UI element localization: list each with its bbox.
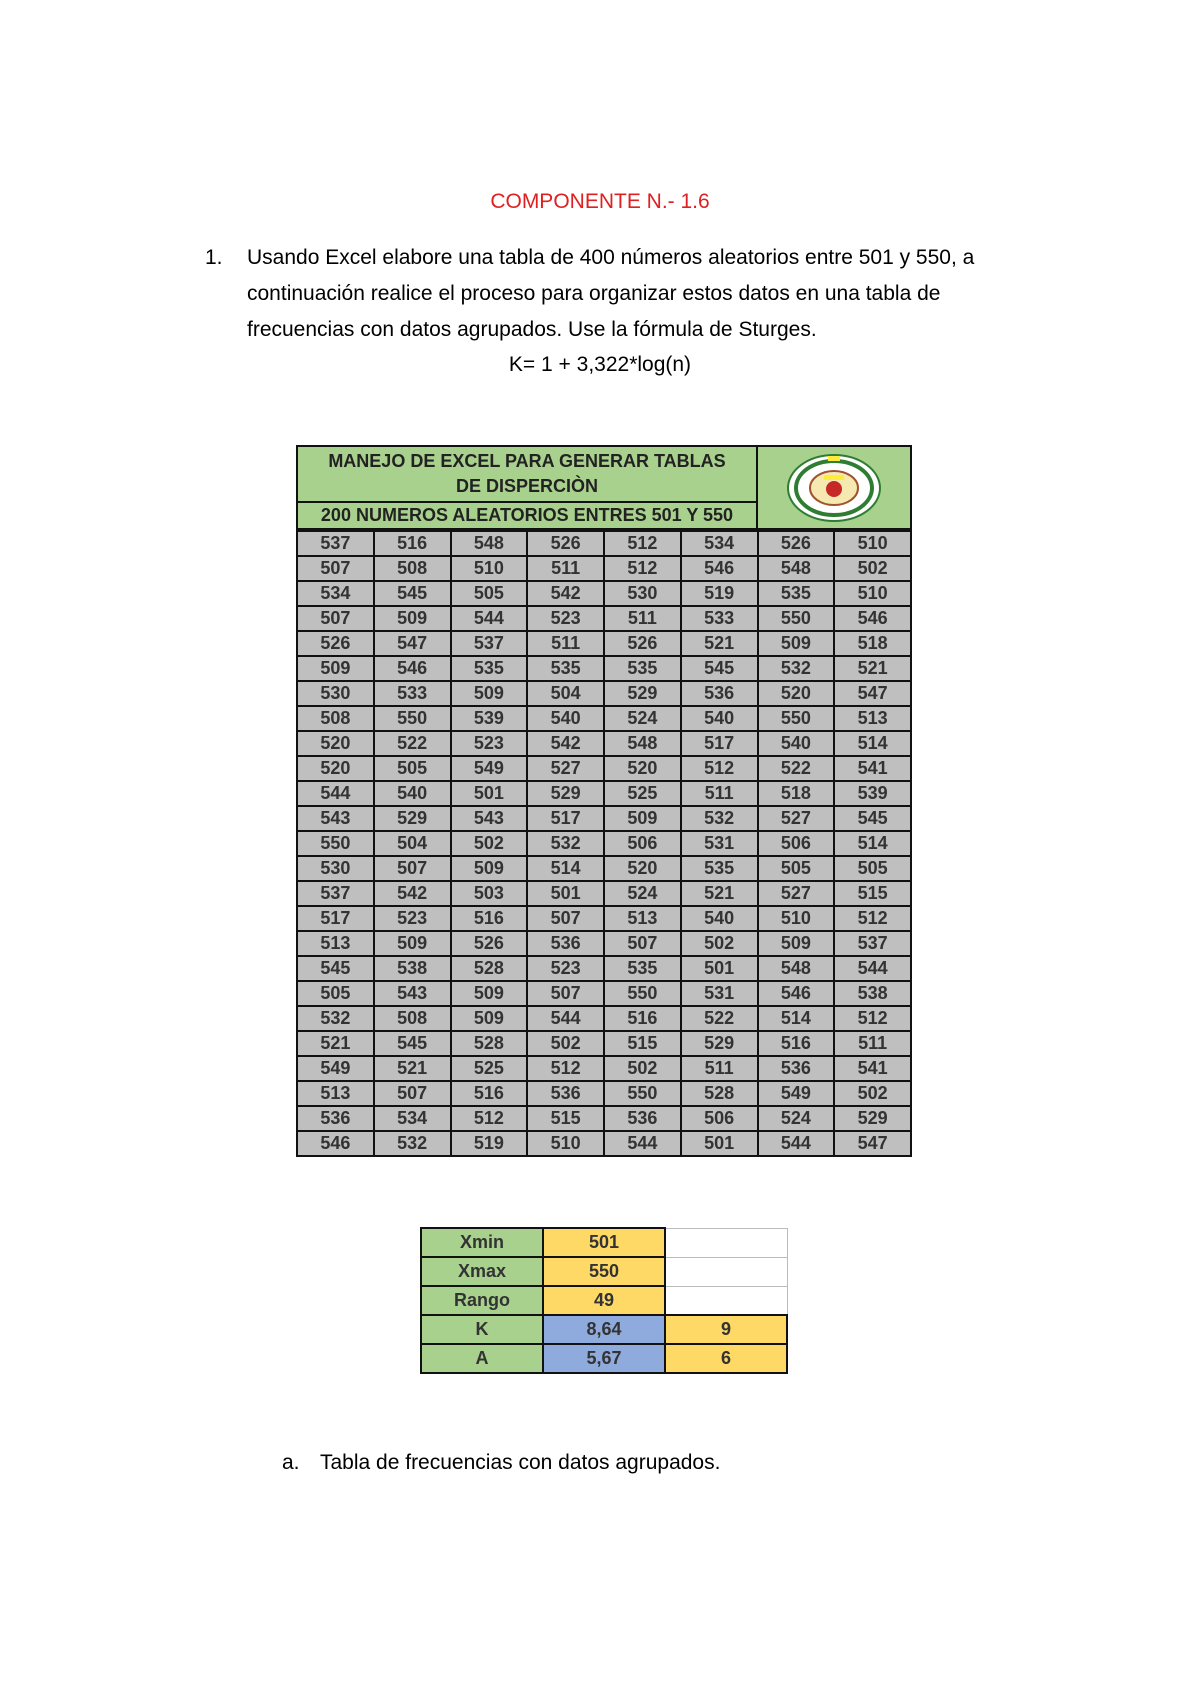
number-cell: 521 <box>834 656 911 681</box>
number-cell: 529 <box>374 806 451 831</box>
number-cell: 512 <box>834 906 911 931</box>
table-row <box>297 981 911 1006</box>
number-cell: 509 <box>451 856 528 881</box>
number-cell: 522 <box>681 1006 758 1031</box>
number-cell: 534 <box>297 581 374 606</box>
number-cell: 502 <box>681 931 758 956</box>
subitem-text: Tabla de frecuencias con datos agrupados. <box>320 1451 721 1474</box>
table-row <box>297 556 911 581</box>
number-cell: 504 <box>527 681 604 706</box>
number-cell: 509 <box>451 981 528 1006</box>
number-cell: 511 <box>681 1056 758 1081</box>
number-cell: 502 <box>834 556 911 581</box>
number-cell: 507 <box>297 606 374 631</box>
number-cell: 516 <box>604 1006 681 1031</box>
number-cell: 509 <box>374 606 451 631</box>
number-cell: 531 <box>681 981 758 1006</box>
number-cell: 520 <box>604 756 681 781</box>
number-cell: 541 <box>834 1056 911 1081</box>
number-cell: 533 <box>374 681 451 706</box>
number-cell: 501 <box>681 956 758 981</box>
number-cell: 513 <box>604 906 681 931</box>
number-cell: 523 <box>374 906 451 931</box>
number-cell: 527 <box>758 806 835 831</box>
number-cell: 515 <box>604 1031 681 1056</box>
number-cell: 520 <box>297 756 374 781</box>
table-row <box>297 606 911 631</box>
subitem-marker: a. <box>282 1451 300 1474</box>
number-cell: 544 <box>451 606 528 631</box>
number-cell: 532 <box>297 1006 374 1031</box>
table-row <box>297 1106 911 1131</box>
number-cell: 523 <box>451 731 528 756</box>
number-cell: 549 <box>451 756 528 781</box>
number-cell: 509 <box>451 1006 528 1031</box>
number-cell: 508 <box>297 706 374 731</box>
empty-cell <box>665 1257 787 1286</box>
number-cell: 533 <box>681 606 758 631</box>
number-cell: 512 <box>604 531 681 556</box>
number-cell: 525 <box>451 1056 528 1081</box>
number-cell: 526 <box>451 931 528 956</box>
number-cell: 501 <box>681 1131 758 1156</box>
random-numbers-table <box>296 530 912 1157</box>
number-cell: 530 <box>604 581 681 606</box>
xmin-value: 501 <box>543 1228 665 1257</box>
number-cell: 517 <box>681 731 758 756</box>
number-cell: 513 <box>297 1081 374 1106</box>
number-cell: 521 <box>374 1056 451 1081</box>
number-cell: 548 <box>758 556 835 581</box>
number-cell: 504 <box>374 831 451 856</box>
number-cell: 539 <box>451 706 528 731</box>
number-cell: 510 <box>834 581 911 606</box>
number-cell: 550 <box>758 706 835 731</box>
number-cell: 508 <box>374 1006 451 1031</box>
number-cell: 512 <box>681 756 758 781</box>
stats-row-xmax <box>421 1257 787 1286</box>
number-cell: 530 <box>297 856 374 881</box>
number-cell: 544 <box>834 956 911 981</box>
number-cell: 544 <box>527 1006 604 1031</box>
number-cell: 512 <box>451 1106 528 1131</box>
number-cell: 513 <box>834 706 911 731</box>
number-cell: 536 <box>758 1056 835 1081</box>
number-cell: 539 <box>834 781 911 806</box>
number-cell: 516 <box>451 1081 528 1106</box>
number-cell: 524 <box>604 881 681 906</box>
number-cell: 507 <box>604 931 681 956</box>
number-cell: 536 <box>604 1106 681 1131</box>
number-cell: 522 <box>374 731 451 756</box>
number-cell: 512 <box>834 1006 911 1031</box>
number-cell: 505 <box>834 856 911 881</box>
number-cell: 532 <box>758 656 835 681</box>
number-cell: 534 <box>681 531 758 556</box>
number-cell: 538 <box>834 981 911 1006</box>
number-cell: 516 <box>451 906 528 931</box>
number-cell: 537 <box>834 931 911 956</box>
number-cell: 503 <box>451 881 528 906</box>
number-cell: 520 <box>604 856 681 881</box>
empty-cell <box>665 1228 787 1257</box>
number-cell: 535 <box>681 856 758 881</box>
table-row <box>297 806 911 831</box>
number-cell: 507 <box>297 556 374 581</box>
number-cell: 548 <box>451 531 528 556</box>
number-cell: 545 <box>834 806 911 831</box>
university-seal-icon <box>758 447 910 528</box>
number-cell: 537 <box>297 531 374 556</box>
number-cell: 502 <box>451 831 528 856</box>
number-cell: 510 <box>451 556 528 581</box>
number-cell: 544 <box>758 1131 835 1156</box>
subitem-a <box>282 1451 720 1475</box>
number-cell: 507 <box>374 1081 451 1106</box>
number-cell: 529 <box>681 1031 758 1056</box>
stats-row-k <box>421 1315 787 1344</box>
number-cell: 536 <box>527 931 604 956</box>
number-cell: 507 <box>527 906 604 931</box>
number-cell: 521 <box>681 881 758 906</box>
number-cell: 509 <box>604 806 681 831</box>
number-cell: 505 <box>451 581 528 606</box>
table-row <box>297 781 911 806</box>
number-cell: 518 <box>834 631 911 656</box>
number-cell: 546 <box>758 981 835 1006</box>
number-cell: 509 <box>758 931 835 956</box>
number-cell: 517 <box>297 906 374 931</box>
k-rounded: 9 <box>665 1315 787 1344</box>
table-row <box>297 1081 911 1106</box>
number-cell: 532 <box>681 806 758 831</box>
number-cell: 515 <box>834 881 911 906</box>
stats-row-a <box>421 1344 787 1373</box>
sheet-title-line3: 200 NUMEROS ALEATORIOS ENTRES 501 Y 550 <box>298 501 756 528</box>
number-cell: 529 <box>527 781 604 806</box>
number-cell: 526 <box>527 531 604 556</box>
k-value: 8,64 <box>543 1315 665 1344</box>
number-cell: 545 <box>681 656 758 681</box>
table-row <box>297 1031 911 1056</box>
xmax-value: 550 <box>543 1257 665 1286</box>
number-cell: 514 <box>834 731 911 756</box>
number-cell: 545 <box>374 1031 451 1056</box>
number-cell: 511 <box>527 631 604 656</box>
number-cell: 506 <box>758 831 835 856</box>
number-cell: 531 <box>681 831 758 856</box>
table-row <box>297 681 911 706</box>
number-cell: 509 <box>758 631 835 656</box>
number-cell: 544 <box>604 1131 681 1156</box>
number-cell: 529 <box>604 681 681 706</box>
number-cell: 543 <box>297 806 374 831</box>
number-cell: 514 <box>758 1006 835 1031</box>
question-text: Usando Excel elabore una tabla de 400 números aleatorios entre 501 y 550, a continuación realice el proceso para organizar estos datos en una tabla de frecuencias con datos agrupados. Use la fórmula de Sturges. <box>247 246 975 341</box>
number-cell: 537 <box>297 881 374 906</box>
number-cell: 540 <box>681 706 758 731</box>
number-cell: 511 <box>681 781 758 806</box>
sheet-header <box>296 445 912 530</box>
number-cell: 540 <box>374 781 451 806</box>
number-cell: 502 <box>527 1031 604 1056</box>
number-cell: 537 <box>451 631 528 656</box>
number-cell: 545 <box>374 581 451 606</box>
number-cell: 542 <box>527 581 604 606</box>
table-row <box>297 631 911 656</box>
number-cell: 501 <box>451 781 528 806</box>
number-cell: 505 <box>374 756 451 781</box>
component-heading: COMPONENTE N.- 1.6 <box>490 190 710 213</box>
number-cell: 511 <box>527 556 604 581</box>
number-cell: 516 <box>374 531 451 556</box>
number-cell: 550 <box>758 606 835 631</box>
number-cell: 510 <box>758 906 835 931</box>
sheet-title-line2: DE DISPERCIÒN <box>455 476 599 496</box>
number-cell: 520 <box>758 681 835 706</box>
number-cell: 550 <box>374 706 451 731</box>
number-cell: 543 <box>374 981 451 1006</box>
table-row <box>297 956 911 981</box>
number-cell: 521 <box>681 631 758 656</box>
number-cell: 510 <box>834 531 911 556</box>
number-cell: 536 <box>297 1106 374 1131</box>
number-cell: 530 <box>297 681 374 706</box>
number-cell: 532 <box>527 831 604 856</box>
number-cell: 528 <box>451 1031 528 1056</box>
rango-value: 49 <box>543 1286 665 1315</box>
number-cell: 540 <box>681 906 758 931</box>
table-row <box>297 531 911 556</box>
stats-row-rango <box>421 1286 787 1315</box>
number-cell: 536 <box>527 1081 604 1106</box>
number-cell: 505 <box>297 981 374 1006</box>
number-cell: 529 <box>834 1106 911 1131</box>
number-cell: 501 <box>527 881 604 906</box>
table-row <box>297 856 911 881</box>
number-cell: 515 <box>527 1106 604 1131</box>
number-cell: 542 <box>527 731 604 756</box>
number-cell: 517 <box>527 806 604 831</box>
number-cell: 535 <box>604 956 681 981</box>
number-cell: 546 <box>681 556 758 581</box>
number-cell: 542 <box>374 881 451 906</box>
number-cell: 525 <box>604 781 681 806</box>
number-cell: 541 <box>834 756 911 781</box>
number-cell: 522 <box>758 756 835 781</box>
number-cell: 526 <box>604 631 681 656</box>
number-cell: 506 <box>681 1106 758 1131</box>
number-cell: 512 <box>604 556 681 581</box>
question-number: 1. <box>205 246 223 269</box>
number-cell: 510 <box>527 1131 604 1156</box>
number-cell: 502 <box>834 1081 911 1106</box>
number-cell: 514 <box>527 856 604 881</box>
number-cell: 505 <box>758 856 835 881</box>
number-cell: 507 <box>374 856 451 881</box>
number-cell: 540 <box>758 731 835 756</box>
rango-label: Rango <box>421 1286 543 1315</box>
number-cell: 513 <box>297 931 374 956</box>
number-cell: 511 <box>604 606 681 631</box>
table-row <box>297 581 911 606</box>
table-row <box>297 656 911 681</box>
number-cell: 535 <box>604 656 681 681</box>
number-cell: 543 <box>451 806 528 831</box>
number-cell: 545 <box>297 956 374 981</box>
number-cell: 511 <box>834 1031 911 1056</box>
number-cell: 528 <box>681 1081 758 1106</box>
number-cell: 550 <box>297 831 374 856</box>
number-cell: 535 <box>758 581 835 606</box>
number-cell: 526 <box>758 531 835 556</box>
sturges-formula: K= 1 + 3,322*log(n) <box>508 353 692 376</box>
stats-table <box>420 1227 788 1374</box>
number-cell: 502 <box>604 1056 681 1081</box>
number-cell: 535 <box>527 656 604 681</box>
table-row <box>297 706 911 731</box>
table-row <box>297 1131 911 1156</box>
table-row <box>297 906 911 931</box>
table-row <box>297 831 911 856</box>
xmin-label: Xmin <box>421 1228 543 1257</box>
number-cell: 527 <box>758 881 835 906</box>
number-cell: 509 <box>297 656 374 681</box>
table-row <box>297 931 911 956</box>
number-cell: 509 <box>374 931 451 956</box>
number-cell: 506 <box>604 831 681 856</box>
number-cell: 547 <box>374 631 451 656</box>
sheet-title-line1: MANEJO DE EXCEL PARA GENERAR TABLAS <box>328 451 726 471</box>
stats-row-xmin <box>421 1228 787 1257</box>
table-row <box>297 1006 911 1031</box>
number-cell: 512 <box>527 1056 604 1081</box>
number-cell: 507 <box>527 981 604 1006</box>
xmax-label: Xmax <box>421 1257 543 1286</box>
k-label: K <box>421 1315 543 1344</box>
excel-random-numbers-sheet <box>296 445 912 1157</box>
number-cell: 547 <box>834 681 911 706</box>
number-cell: 532 <box>374 1131 451 1156</box>
number-cell: 519 <box>451 1131 528 1156</box>
number-cell: 526 <box>297 631 374 656</box>
table-row <box>297 1056 911 1081</box>
number-cell: 516 <box>758 1031 835 1056</box>
number-cell: 528 <box>451 956 528 981</box>
number-cell: 521 <box>297 1031 374 1056</box>
number-cell: 548 <box>604 731 681 756</box>
number-cell: 524 <box>758 1106 835 1131</box>
number-cell: 508 <box>374 556 451 581</box>
number-cell: 546 <box>834 606 911 631</box>
number-cell: 514 <box>834 831 911 856</box>
number-cell: 546 <box>374 656 451 681</box>
number-cell: 548 <box>758 956 835 981</box>
table-row <box>297 756 911 781</box>
number-cell: 549 <box>758 1081 835 1106</box>
a-value: 5,67 <box>543 1344 665 1373</box>
a-rounded: 6 <box>665 1344 787 1373</box>
number-cell: 520 <box>297 731 374 756</box>
number-cell: 518 <box>758 781 835 806</box>
number-cell: 538 <box>374 956 451 981</box>
number-cell: 523 <box>527 606 604 631</box>
number-cell: 519 <box>681 581 758 606</box>
number-cell: 534 <box>374 1106 451 1131</box>
table-row <box>297 731 911 756</box>
number-cell: 509 <box>451 681 528 706</box>
number-cell: 523 <box>527 956 604 981</box>
number-cell: 547 <box>834 1131 911 1156</box>
number-cell: 524 <box>604 706 681 731</box>
number-cell: 550 <box>604 1081 681 1106</box>
number-cell: 546 <box>297 1131 374 1156</box>
number-cell: 527 <box>527 756 604 781</box>
empty-cell <box>665 1286 787 1315</box>
a-label: A <box>421 1344 543 1373</box>
sheet-title <box>298 447 758 528</box>
number-cell: 544 <box>297 781 374 806</box>
number-cell: 549 <box>297 1056 374 1081</box>
table-row <box>297 881 911 906</box>
number-cell: 550 <box>604 981 681 1006</box>
number-cell: 535 <box>451 656 528 681</box>
number-cell: 536 <box>681 681 758 706</box>
number-cell: 540 <box>527 706 604 731</box>
